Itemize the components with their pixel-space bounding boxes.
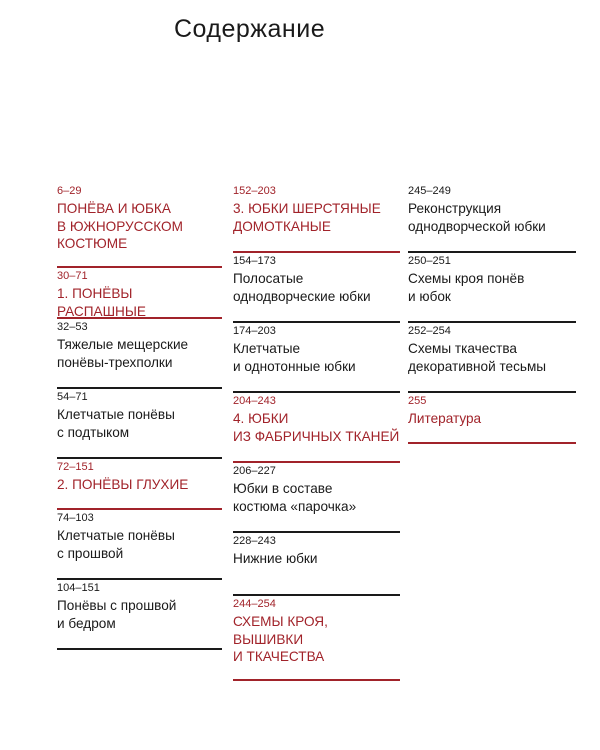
- toc-page-range: 74–103: [57, 512, 94, 524]
- toc-entry[interactable]: [233, 596, 400, 681]
- toc-title-line: КОСТЮМЕ: [57, 236, 128, 251]
- toc-title-line: Юбки в составе: [233, 481, 333, 496]
- toc-column-2: [233, 183, 400, 681]
- toc-entry-title: [233, 550, 400, 568]
- toc-title-line: Клетчатые понёвы: [57, 528, 175, 543]
- toc-entry-title: [408, 340, 576, 375]
- toc-title-line: и юбок: [408, 288, 451, 304]
- toc-entry[interactable]: [408, 253, 576, 323]
- toc-entry-title: [233, 340, 400, 375]
- toc-page-range: 228–243: [233, 535, 276, 547]
- toc-entry-title: [57, 476, 222, 494]
- toc-title-line: Понёвы с прошвой: [57, 598, 177, 613]
- toc-title-line: ВЫШИВКИ: [233, 631, 304, 647]
- toc-title-line: ИЗ ФАБРИЧНЫХ ТКАНЕЙ: [233, 428, 400, 444]
- toc-title-line: понёвы-трехполки: [57, 354, 173, 370]
- toc-entry-title: [57, 406, 222, 441]
- toc-title-line: Схемы кроя понёв: [408, 271, 525, 286]
- toc-title-line: ДОМОТКАНЫЕ: [233, 218, 331, 234]
- toc-title-line: В ЮЖНОРУССКОМ: [57, 218, 183, 234]
- toc-title-line: СХЕМЫ КРОЯ,: [233, 614, 328, 629]
- toc-title-line: Полосатые: [233, 271, 304, 286]
- toc-entry-title: [57, 336, 222, 371]
- toc-entry[interactable]: [408, 183, 576, 253]
- toc-page-range: 252–254: [408, 325, 451, 337]
- toc-entry-title: [57, 285, 222, 320]
- toc-entry[interactable]: [408, 323, 576, 393]
- toc-page-range: 154–173: [233, 255, 276, 267]
- toc-title-line: 4. ЮБКИ: [233, 411, 289, 426]
- toc-entry[interactable]: [233, 253, 400, 323]
- toc-entry[interactable]: [233, 533, 400, 596]
- toc-title-line: с подтыком: [57, 424, 130, 440]
- toc-title-line: с прошвой: [57, 545, 124, 561]
- toc-title-line: Нижние юбки: [233, 551, 318, 566]
- toc-entry-title: [57, 200, 222, 253]
- toc-page-range: 245–249: [408, 185, 451, 197]
- toc-page-range: 54–71: [57, 391, 88, 403]
- toc-entry[interactable]: [233, 463, 400, 533]
- toc-page-range: 32–53: [57, 321, 88, 333]
- toc-title-line: декоративной тесьмы: [408, 358, 547, 374]
- toc-page-range: 255: [408, 395, 427, 407]
- toc-entry[interactable]: [57, 510, 222, 580]
- toc-entry[interactable]: [57, 389, 222, 459]
- toc-entry-title: [57, 527, 222, 562]
- toc-title-line: 2. ПОНЁВЫ ГЛУХИЕ: [57, 477, 189, 492]
- toc-title-line: Клетчатые понёвы: [57, 407, 175, 422]
- page-title: Содержание: [174, 15, 326, 43]
- toc-entry-title: [408, 200, 576, 235]
- toc-divider: [57, 648, 222, 650]
- toc-entry[interactable]: [233, 183, 400, 253]
- toc-page-range: 174–203: [233, 325, 276, 337]
- toc-entry-title: [233, 480, 400, 515]
- toc-entry[interactable]: [57, 183, 222, 268]
- toc-entry-title: [408, 270, 576, 305]
- toc-title-line: Тяжелые мещерские: [57, 337, 189, 352]
- toc-divider: [408, 442, 576, 444]
- toc-title-line: однодворческие юбки: [233, 288, 371, 304]
- toc-page-range: 30–71: [57, 270, 88, 282]
- toc-entry[interactable]: [233, 323, 400, 393]
- toc-page-range: 6–29: [57, 185, 82, 197]
- toc-column-3: [408, 183, 576, 444]
- toc-title-line: однодворческой юбки: [408, 218, 546, 234]
- toc-entry-title: [408, 410, 576, 428]
- toc-entry[interactable]: [57, 459, 222, 510]
- toc-title-line: костюма «парочка»: [233, 498, 357, 514]
- toc-title-line: Клетчатые: [233, 341, 301, 356]
- toc-entry-title: [233, 613, 400, 666]
- toc-page-range: 206–227: [233, 465, 276, 477]
- toc-page-range: 244–254: [233, 598, 276, 610]
- toc-page-range: 152–203: [233, 185, 276, 197]
- toc-title-line: и бедром: [57, 615, 116, 631]
- toc-page-range: 204–243: [233, 395, 276, 407]
- toc-entry-title: [233, 200, 400, 235]
- toc-title-line: И ТКАЧЕСТВА: [233, 649, 325, 664]
- toc-entry[interactable]: [57, 268, 222, 319]
- toc-divider: [233, 679, 400, 681]
- toc-entry-title: [57, 597, 222, 632]
- toc-title-line: 3. ЮБКИ ШЕРСТЯНЫЕ: [233, 201, 381, 216]
- toc-page-range: 104–151: [57, 582, 100, 594]
- toc-title-line: Литература: [408, 411, 482, 426]
- toc-page-range: 250–251: [408, 255, 451, 267]
- toc-title-line: Реконструкция: [408, 201, 502, 216]
- toc-title-line: ПОНЁВА И ЮБКА: [57, 201, 171, 216]
- toc-entry-title: [233, 270, 400, 305]
- toc-title-line: Схемы ткачества: [408, 341, 517, 356]
- toc-entry[interactable]: [233, 393, 400, 463]
- toc-title-line: и однотонные юбки: [233, 358, 356, 374]
- toc-entry[interactable]: [57, 580, 222, 650]
- toc-entry-title: [233, 410, 400, 445]
- toc-column-1: [57, 183, 222, 650]
- toc-page-range: 72–151: [57, 461, 94, 473]
- toc-entry[interactable]: [408, 393, 576, 444]
- toc-entry[interactable]: [57, 319, 222, 389]
- toc-title-line: 1. ПОНЁВЫ РАСПАШНЫЕ: [57, 286, 146, 319]
